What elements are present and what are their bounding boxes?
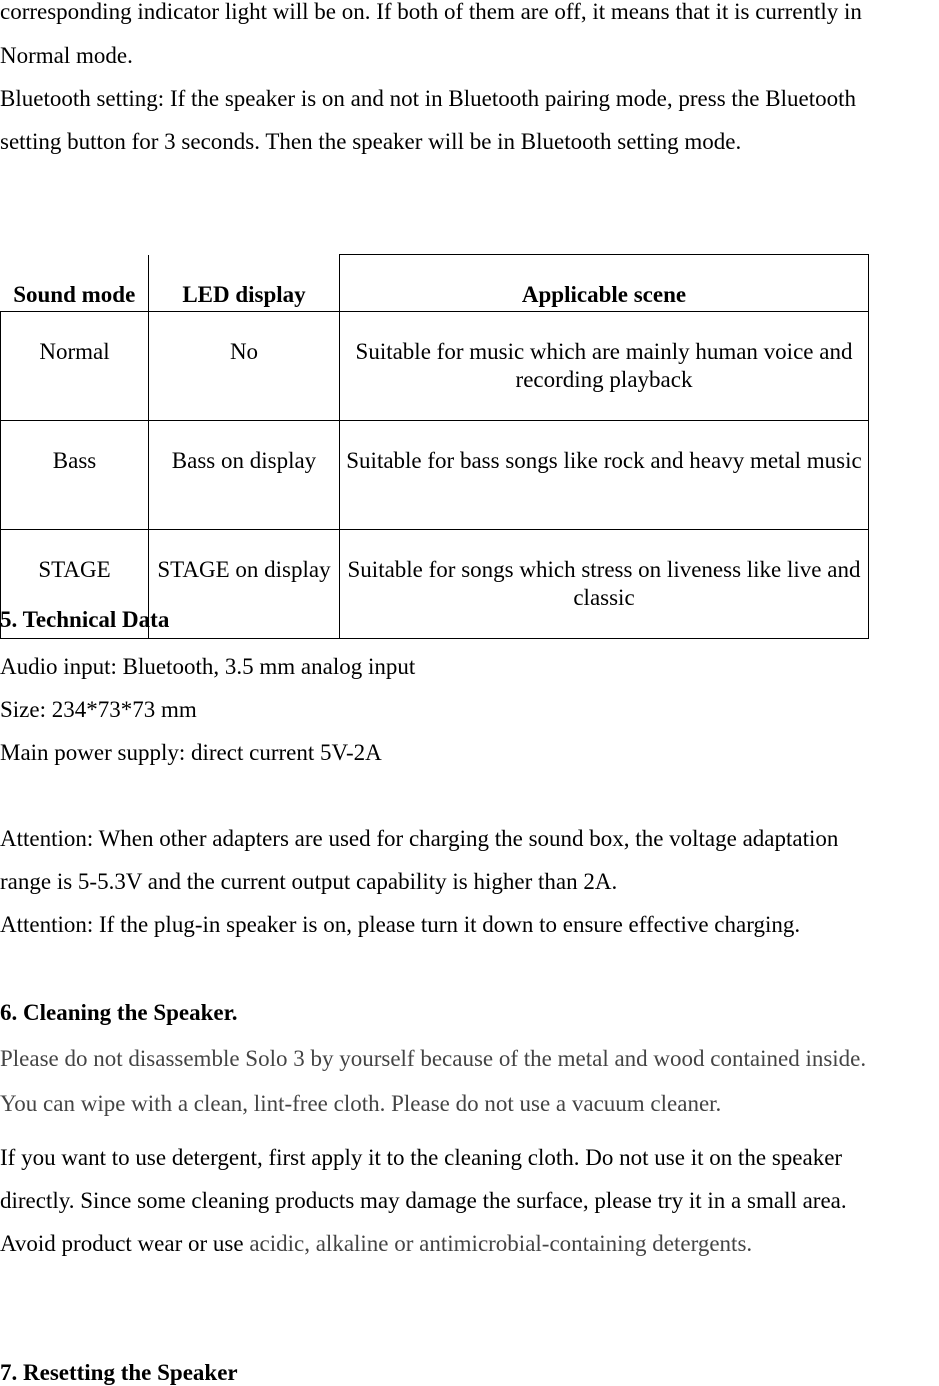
cleaning-p2-line-2: directly. Since some cleaning products may damage the surface, please try it in a small area.	[0, 1188, 847, 1213]
attention-1-line-1: Attention: When other adapters are used for charging the sound box, the voltage adaptation	[0, 826, 839, 851]
cleaning-p2-line-3-part-b: acidic, alkaline or antimicrobial-containing detergents.	[249, 1231, 753, 1256]
intro-line-3: Bluetooth setting: If the speaker is on and not in Bluetooth pairing mode, press the Bluetooth	[0, 86, 856, 111]
cell-led: STAGE on display	[149, 530, 340, 639]
cell-mode: Bass	[1, 421, 149, 530]
cleaning-p1-line-1: Please do not disassemble Solo 3 by yourself because of the metal and wood contained inside.	[0, 1046, 867, 1071]
table-header-row	[1, 255, 869, 312]
cell-scene: Suitable for bass songs like rock and heavy metal music	[340, 421, 869, 530]
sound-mode-table	[0, 254, 869, 639]
audio-input-line: Audio input: Bluetooth, 3.5 mm analog input	[0, 654, 416, 679]
size-line: Size: 234*73*73 mm	[0, 697, 197, 722]
resetting-heading: 7. Resetting the Speaker	[0, 1360, 238, 1385]
cell-led: Bass on display	[149, 421, 340, 530]
cleaning-p2-line-3-part-a: Avoid product wear or use	[0, 1231, 250, 1256]
cell-mode: STAGE	[1, 530, 149, 639]
cell-led: No	[149, 312, 340, 421]
technical-data-heading: 5. Technical Data	[0, 607, 170, 632]
intro-line-2: Normal mode.	[0, 43, 133, 68]
intro-line-1: corresponding indicator light will be on. If both of them are off, it means that it is currently in	[0, 0, 862, 24]
cell-mode: Normal	[1, 312, 149, 421]
cleaning-heading: 6. Cleaning the Speaker.	[0, 1000, 238, 1025]
header-sound-mode: Sound mode	[1, 255, 149, 312]
table-row	[1, 421, 869, 530]
attention-2-line: Attention: If the plug-in speaker is on, please turn it down to ensure effective charging.	[0, 912, 801, 937]
cell-scene: Suitable for music which are mainly human voice and recording playback	[340, 312, 869, 421]
cleaning-p2-line-1: If you want to use detergent, first apply it to the cleaning cloth. Do not use it on the speaker	[0, 1145, 843, 1170]
table-row	[1, 312, 869, 421]
cell-scene: Suitable for songs which stress on liveness like live and classic	[340, 530, 869, 639]
cleaning-p2-line-3	[0, 1232, 752, 1255]
header-applicable-scene: Applicable scene	[340, 255, 869, 312]
power-supply-line: Main power supply: direct current 5V-2A	[0, 740, 382, 765]
cleaning-p1-line-2: You can wipe with a clean, lint-free cloth. Please do not use a vacuum cleaner.	[0, 1091, 722, 1116]
header-led-display: LED display	[149, 255, 340, 312]
intro-line-4: setting button for 3 seconds. Then the speaker will be in Bluetooth setting mode.	[0, 129, 742, 154]
attention-1-line-2: range is 5-5.3V and the current output capability is higher than 2A.	[0, 869, 618, 894]
